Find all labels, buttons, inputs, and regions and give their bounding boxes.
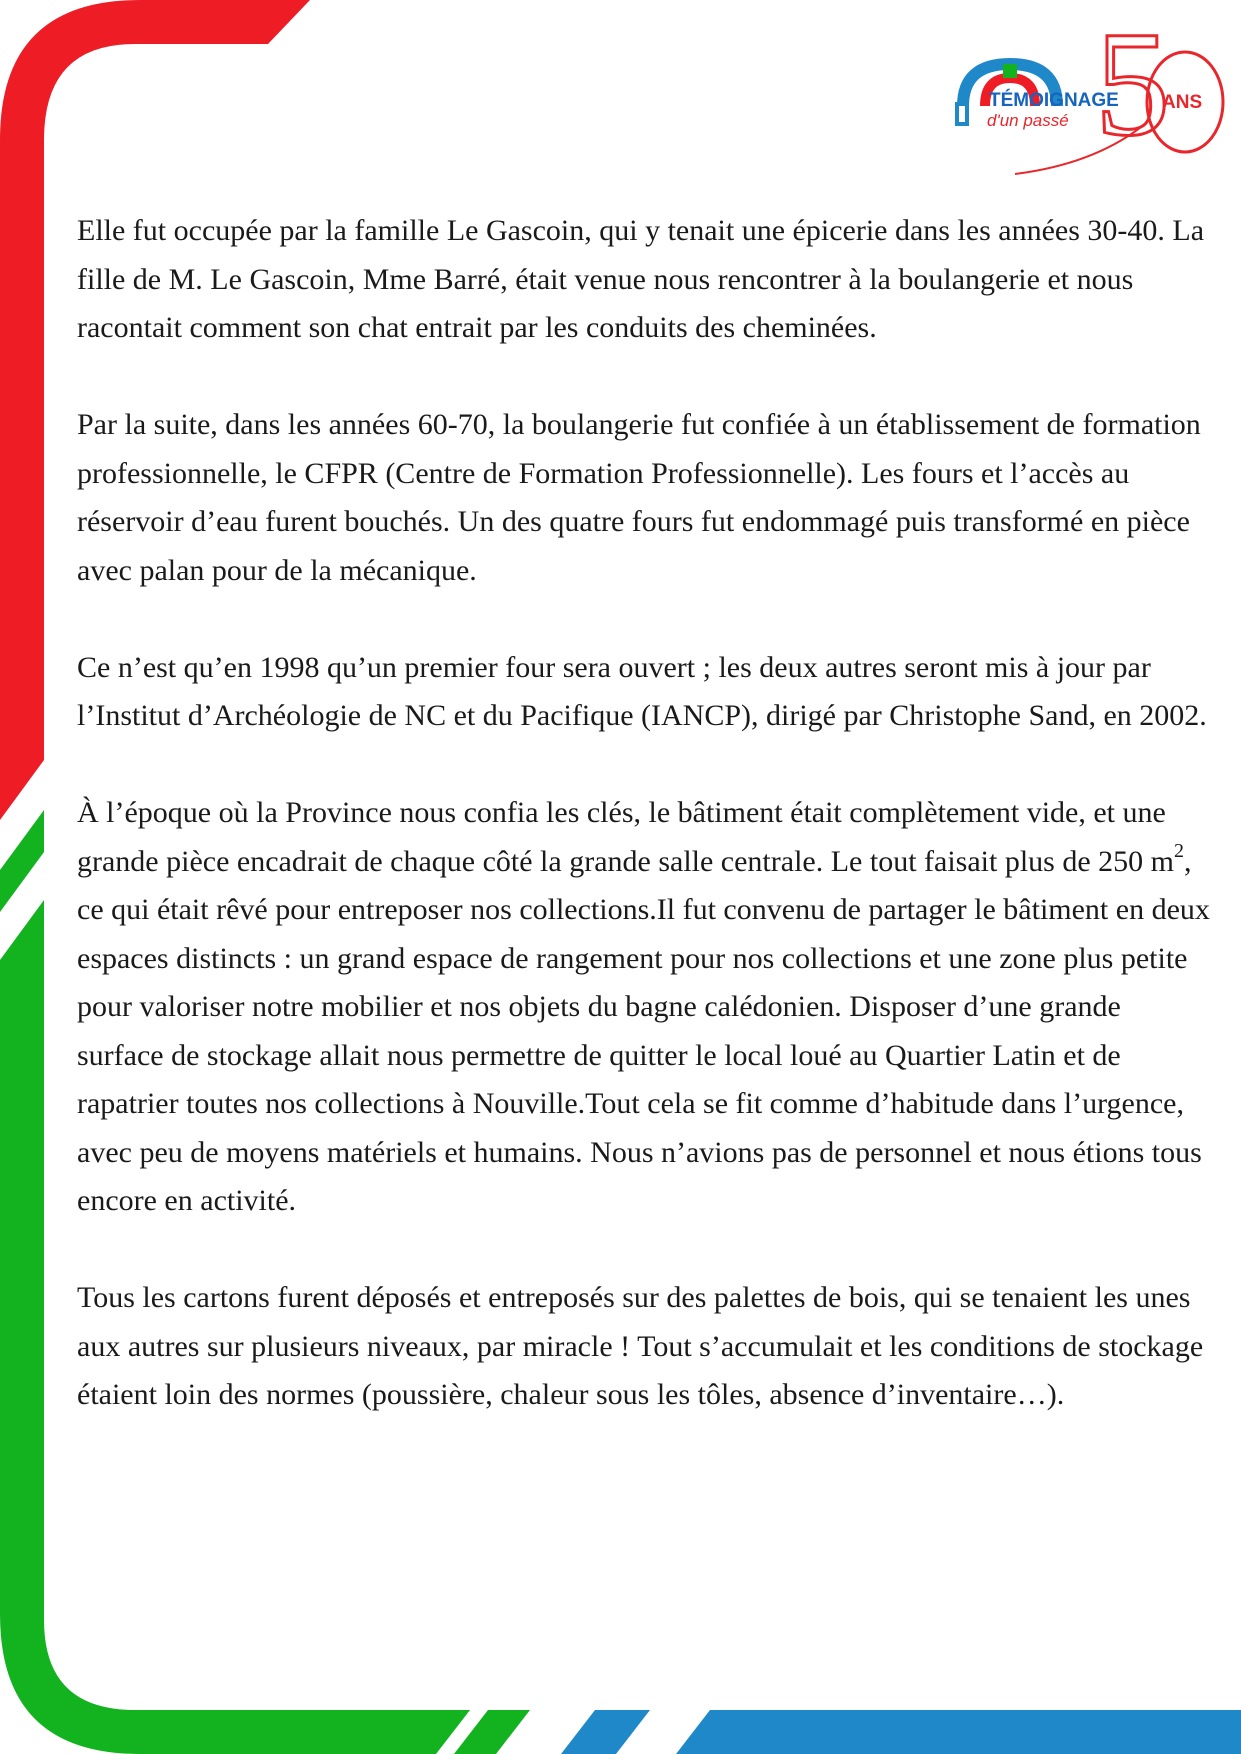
paragraph-5: Tous les cartons furent déposés et entreposés sur des palettes de bois, qui se tenaient les unes aux autres sur plusieurs niveaux, par miracle ! Tout s’accumulait et les conditions de stockage étaient loin des normes (poussière, chaleur sous les tôles, absence d’inventaire…).	[77, 1281, 1204, 1411]
article-body	[77, 207, 1212, 1468]
paragraph-1: Elle fut occupée par la famille Le Gascoin, qui y tenait une épicerie dans les années 30-40. La fille de M. Le Gascoin, Mme Barré, était venue nous rencontrer à la boulangerie et nous racontait comment son chat entrait par les conduits des cheminées.	[77, 214, 1205, 344]
paragraph-4	[77, 789, 1212, 1226]
blue-frame-band	[676, 1710, 1241, 1754]
blue-frame-segment	[561, 1710, 650, 1754]
logo-title: TÉMOIGNAGE	[989, 90, 1119, 111]
green-frame-segment	[0, 810, 44, 912]
logo-years-suffix: ANS	[1162, 92, 1203, 113]
logo-subtitle: d'un passé	[987, 111, 1069, 130]
logo-fifty: 5	[1095, 14, 1170, 167]
paragraph-2: Par la suite, dans les années 60-70, la boulangerie fut confiée à un établissement de formation professionnelle, le CFPR (Centre de Formation Professionnelle). Les fours et l’accès au réservoir d’eau furent bouchés. Un des quatre fours fut endommagé puis transformé en pièce avec palan pour de la mécanique.	[77, 408, 1201, 587]
green-frame-segment-bottom	[454, 1710, 530, 1754]
paragraph-4-part-2: , ce qui était rêvé pour entreposer nos collections.Il fut convenu de partager le bâtiment en deux espaces distincts : un grand espace de rangement pour nos collections et une zone plus petite pour valoriser notre mobilier et nos objets du bagne calédonien. Disposer d’une grande surface de stockage allait nous permettre de quitter le local loué au Quartier Latin et de rapatrier toutes nos collections à Nouville.Tout cela se fit comme d’habitude dans l’urgence, avec peu de moyens matériels et humains. Nous n’avions pas de personnel et nous étions tous encore en activité.	[77, 844, 1210, 1217]
temoignage-50-ans-logo	[945, 14, 1230, 184]
paragraph-4-part-1: À l’époque où la Province nous confia les clés, le bâtiment était complètement vide, et une grande pièce encadrait de chaque côté la grande salle centrale. Le tout faisait plus de 250 m	[77, 796, 1174, 878]
paragraph-3: Ce n’est qu’en 1998 qu’un premier four sera ouvert ; les deux autres seront mis à jour par l’Institut d’Archéologie de NC et du Pacifique (IANCP), dirigé par Christophe Sand, en 2002.	[77, 650, 1207, 732]
superscript-2: 2	[1174, 839, 1184, 862]
